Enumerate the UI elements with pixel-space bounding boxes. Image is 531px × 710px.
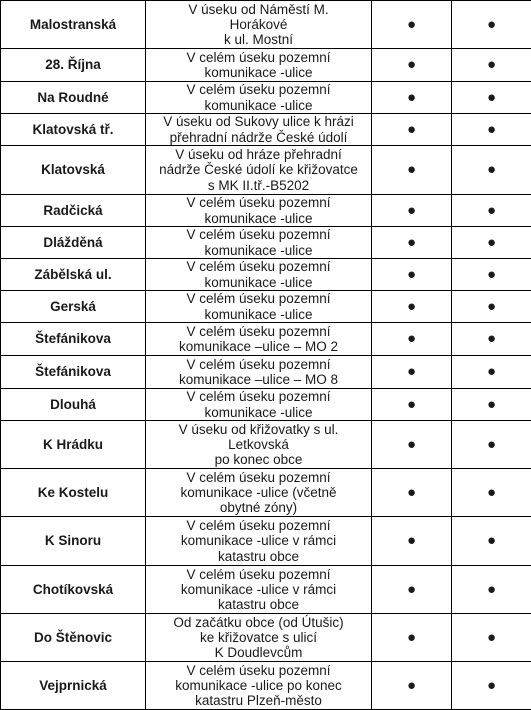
marker-cell-1: ● [372,49,452,82]
table-row [1,227,531,259]
marker-cell-1: ● [372,614,452,662]
section-description-cell: V celém úseku pozemní komunikace -ulice v rámci katastru obce [146,566,372,614]
marker-cell-2: ● [452,662,531,710]
table-row [1,146,531,195]
marker-cell-1: ● [372,291,452,323]
marker-cell-2: ● [452,469,531,517]
table-row [1,259,531,291]
marker-cell-2: ● [452,566,531,614]
marker-cell-2: ● [452,227,531,259]
street-name-cell: Dlouhá [1,389,146,421]
table-row [1,469,531,517]
street-name-cell: Klatovská tř. [1,114,146,146]
section-description-cell: V celém úseku pozemní komunikace –ulice – MO 2 [146,323,372,356]
marker-cell-1: ● [372,114,452,146]
marker-cell-1: ● [372,469,452,517]
marker-cell-1: ● [372,195,452,227]
table-body [1,1,531,710]
section-description-cell: V úseku od hráze přehradní nádrže České údolí ke křižovatce s MK II.tř.-B5202 [146,146,372,195]
table-row [1,356,531,389]
marker-cell-2: ● [452,1,531,49]
marker-cell-1: ● [372,517,452,566]
street-name-cell: Chotíkovská [1,566,146,614]
marker-cell-1: ● [372,146,452,195]
section-description-cell: V celém úseku pozemní komunikace -ulice [146,389,372,421]
street-name-cell: Do Štěnovic [1,614,146,662]
marker-cell-1: ● [372,566,452,614]
section-description-cell: V celém úseku pozemní komunikace -ulice [146,82,372,114]
table-row [1,389,531,421]
marker-cell-2: ● [452,291,531,323]
table-row [1,114,531,146]
marker-cell-1: ● [372,227,452,259]
marker-cell-1: ● [372,259,452,291]
section-description-cell: V celém úseku pozemní komunikace -ulice [146,195,372,227]
street-name-cell: Vejprnická [1,662,146,710]
street-name-cell: Radčická [1,195,146,227]
section-description-cell: V celém úseku pozemní komunikace -ulice [146,259,372,291]
section-description-cell: V úseku od křižovatky s ul. Letkovská po konec obce [146,421,372,469]
table-row [1,49,531,82]
section-description-cell: V celém úseku pozemní komunikace -ulice [146,227,372,259]
marker-cell-1: ● [372,82,452,114]
marker-cell-1: ● [372,662,452,710]
marker-cell-1: ● [372,323,452,356]
section-description-cell: V celém úseku pozemní komunikace -ulice v rámci katastru obce [146,517,372,566]
street-name-cell: Ke Kostelu [1,469,146,517]
marker-cell-1: ● [372,421,452,469]
table-row [1,195,531,227]
table-row [1,82,531,114]
table-row [1,323,531,356]
section-description-cell: V celém úseku pozemní komunikace -ulice po konec katastru Plzeň-město [146,662,372,710]
section-description-cell: Od začátku obce (od Útušic) ke křižovatce s ulicí K Doudlevcům [146,614,372,662]
marker-cell-2: ● [452,259,531,291]
marker-cell-2: ● [452,49,531,82]
section-description-cell: V celém úseku pozemní komunikace -ulice [146,291,372,323]
marker-cell-2: ● [452,82,531,114]
table-row [1,614,531,662]
street-name-cell: 28. Října [1,49,146,82]
section-description-cell: V celém úseku pozemní komunikace –ulice – MO 8 [146,356,372,389]
marker-cell-1: ● [372,356,452,389]
section-description-cell: V úseku od Sukovy ulice k hrázi přehradní nádrže České údolí [146,114,372,146]
street-name-cell: Klatovská [1,146,146,195]
street-name-cell: Dlážděná [1,227,146,259]
marker-cell-2: ● [452,389,531,421]
marker-cell-2: ● [452,195,531,227]
street-name-cell: Malostranská [1,1,146,49]
marker-cell-2: ● [452,517,531,566]
marker-cell-1: ● [372,1,452,49]
marker-cell-1: ● [372,389,452,421]
marker-cell-2: ● [452,114,531,146]
street-name-cell: Gerská [1,291,146,323]
table-row [1,421,531,469]
section-description-cell: V celém úseku pozemní komunikace -ulice [146,49,372,82]
marker-cell-2: ● [452,356,531,389]
marker-cell-2: ● [452,323,531,356]
street-name-cell: Štefánikova [1,356,146,389]
section-description-cell: V úseku od Náměstí M. Horákové k ul. Mostní [146,1,372,49]
street-name-cell: K Hrádku [1,421,146,469]
street-name-cell: K Sinoru [1,517,146,566]
street-name-cell: Štefánikova [1,323,146,356]
table-row [1,662,531,710]
marker-cell-2: ● [452,421,531,469]
marker-cell-2: ● [452,146,531,195]
table-row [1,517,531,566]
street-name-cell: Na Roudné [1,82,146,114]
marker-cell-2: ● [452,614,531,662]
table-row [1,566,531,614]
street-name-cell: Zábělská ul. [1,259,146,291]
table-row [1,291,531,323]
section-description-cell: V celém úseku pozemní komunikace -ulice (včetně obytné zóny) [146,469,372,517]
table-row [1,1,531,49]
